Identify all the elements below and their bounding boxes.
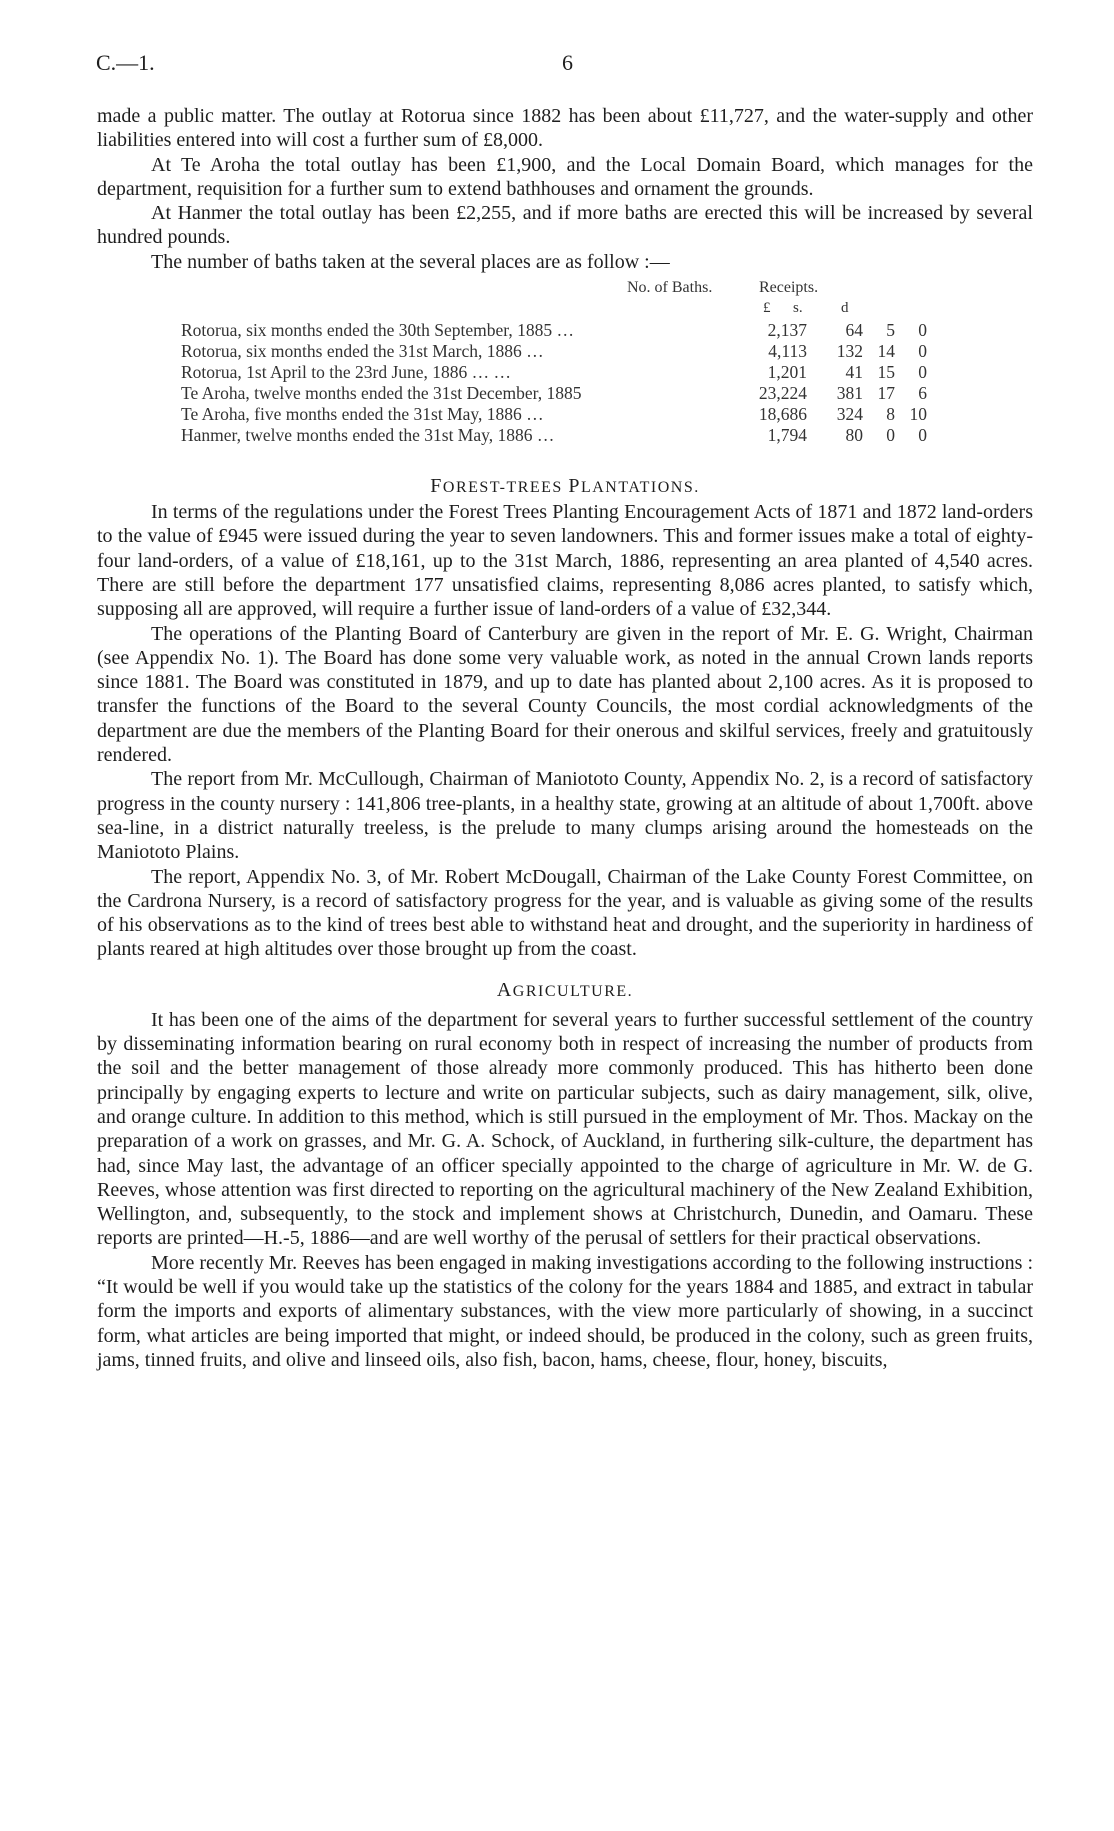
receipts-pounds: 381 xyxy=(836,383,863,404)
baths-count: 1,201 xyxy=(767,362,807,383)
receipts-pence: 10 xyxy=(909,404,927,425)
intro-paragraph: At Hanmer the total outlay has been £2,255, and if more baths are erected this will be increased by several hundred pounds. xyxy=(97,202,1033,249)
forest-paragraph: In terms of the regulations under the Forest Trees Planting Encouragement Acts of 1871 and 1872 land-orders to the value of £945 were issued during the year to seven landowners. This and former issues make a total of eighty-four land-orders, of a value of £18,161, up to the 31st March, 1886, representing an area planted of 4,540 acres. There are still before the department 177 unsatisfied claims, representing 8,086 acres planted, to satisfy which, supposing all are approved, will require a further issue of land-orders of a value of £32,344. xyxy=(97,501,1033,621)
section-heading-agriculture: AGRICULTURE. xyxy=(496,978,634,1001)
intro-paragraph: At Te Aroha the total outlay has been £1,900, and the Local Domain Board, which manages for the department, requisition for a further sum to extend bathhouses and ornament the grounds. xyxy=(97,153,1033,200)
agriculture-paragraph: More recently Mr. Reeves has been engaged in making investigations according to the following instructions : “It would be well if you would take up the statistics of the colony for the years 1884 and 1885, and extract in tabular form the imports and exports of alimentary substances, with the view more particularly of showing, in a succinct form, what articles are being imported that might, or indeed should, be produced in the colony, such as green fruits, jams, tinned fruits, and olive and linseed oils, also fish, bacon, hams, cheese, flour, honey, biscuits, xyxy=(97,1251,1034,1371)
row-label: Te Aroha, five months ended the 31st May, 1886 … xyxy=(181,404,544,425)
baths-count: 4,113 xyxy=(768,341,807,362)
unit-pence: d xyxy=(841,300,849,317)
baths-count: 2,137 xyxy=(767,320,807,341)
column-header-baths: No. of Baths. xyxy=(627,279,713,297)
intro-paragraph: The number of baths taken at the several places are as follow :— xyxy=(151,250,670,273)
unit-shillings: s. xyxy=(793,300,803,317)
receipts-pence: 0 xyxy=(918,362,927,383)
baths-count: 1,794 xyxy=(767,425,807,446)
table-row xyxy=(181,383,1041,404)
row-label: Rotorua, six months ended the 31st March, 1886 … xyxy=(181,341,544,362)
section-heading-forest: FOREST-TREES PLANTATIONS. xyxy=(430,475,700,498)
row-label: Te Aroha, twelve months ended the 31st December, 1885 xyxy=(181,383,582,404)
forest-paragraph: The report from Mr. McCullough, Chairman of Maniototo County, Appendix No. 2, is a record of satisfactory progress in the county nursery : 141,806 tree-plants, in a healthy state, growing at an altitude of about 1,700ft. above sea-line, in a district naturally treeless, is the prelude to many clumps arising around the homesteads on the Maniototo Plains. xyxy=(97,768,1033,864)
receipts-pence: 0 xyxy=(918,425,927,446)
receipts-pounds: 80 xyxy=(845,425,863,446)
baths-table xyxy=(97,274,1033,474)
table-row xyxy=(181,320,1041,341)
baths-count: 23,224 xyxy=(758,383,807,404)
forest-paragraph: The report, Appendix No. 3, of Mr. Robert McDougall, Chairman of the Lake County Forest Committee, on the Cardrona Nursery, is a record of satisfactory progress for the year, and is valuable as giving some of the results of his observations as to the kind of trees best able to withstand heat and drought, and the superiority in hardiness of plants reared at high altitudes over those brought up from the coast. xyxy=(97,865,1033,961)
intro-paragraph: made a public matter. The outlay at Rotorua since 1882 has been about £11,727, and the water-supply and other liabilities entered into will cost a further sum of £8,000. xyxy=(97,105,1033,152)
receipts-shillings: 0 xyxy=(886,425,895,446)
row-label: Rotorua, 1st April to the 23rd June, 1886 … … xyxy=(181,362,512,383)
baths-count: 18,686 xyxy=(758,404,807,425)
forest-paragraph: The operations of the Planting Board of Canterbury are given in the report of Mr. E. G. Wright, Chairman (see Appendix No. 1). The Board has done some very valuable work, as noted in the annual Crown lands reports since 1881. The Board was constituted in 1879, and up to date has planted about 2,100 acres. As it is proposed to transfer the functions of the Board to the several County Councils, the most cordial acknowledgments of the department are due the members of the Planting Board for their onerous and skilful services, freely and gratuitously rendered. xyxy=(97,622,1033,767)
row-label: Hanmer, twelve months ended the 31st May, 1886 … xyxy=(181,425,555,446)
row-label: Rotorua, six months ended the 30th September, 1885 … xyxy=(181,320,574,341)
receipts-pounds: 41 xyxy=(845,362,863,383)
receipts-pounds: 64 xyxy=(845,320,863,341)
report-code: C.—1. xyxy=(96,50,155,75)
receipts-pence: 6 xyxy=(918,383,927,404)
receipts-pounds: 132 xyxy=(836,341,863,362)
agriculture-paragraph: It has been one of the aims of the department for several years to further successful settlement of the country by disseminating information bearing on rural economy both in respect of increasing the number of products from the soil and the better management of those already more commonly produced. This has hitherto been done principally by engaging experts to lecture and write on particular subjects, such as dairy management, silk, olive, and orange culture. In addition to this method, which is still pursued in the employment of Mr. Thos. Mackay on the preparation of a work on grasses, and Mr. G. A. Schock, of Auckland, in furthering silk-culture, the department has had, since May last, the advantage of an officer specially appointed to the charge of agriculture in Mr. W. de G. Reeves, whose attention was first directed to reporting on the agricultural machinery of the New Zealand Exhibition, Wellington, and, subsequently, to the stock and implement shows at Christchurch, Dunedin, and Oamaru. These reports are printed—H.-5, 1886—and are well worthy of the perusal of settlers for their practical observations. xyxy=(97,1008,1033,1250)
table-row xyxy=(181,404,1041,425)
receipts-shillings: 14 xyxy=(877,341,895,362)
receipts-shillings: 5 xyxy=(886,320,895,341)
table-row xyxy=(181,425,1041,446)
table-row xyxy=(181,341,1041,362)
column-header-receipts: Receipts. xyxy=(759,279,819,297)
receipts-shillings: 15 xyxy=(877,362,895,383)
receipts-shillings: 8 xyxy=(886,404,895,425)
page-number: 6 xyxy=(562,50,573,75)
receipts-pence: 0 xyxy=(918,341,927,362)
table-row xyxy=(181,362,1041,383)
receipts-pounds: 324 xyxy=(836,404,863,425)
receipts-pence: 0 xyxy=(918,320,927,341)
unit-pounds: £ xyxy=(763,300,771,317)
receipts-shillings: 17 xyxy=(877,383,895,404)
page-body xyxy=(97,104,1033,1372)
